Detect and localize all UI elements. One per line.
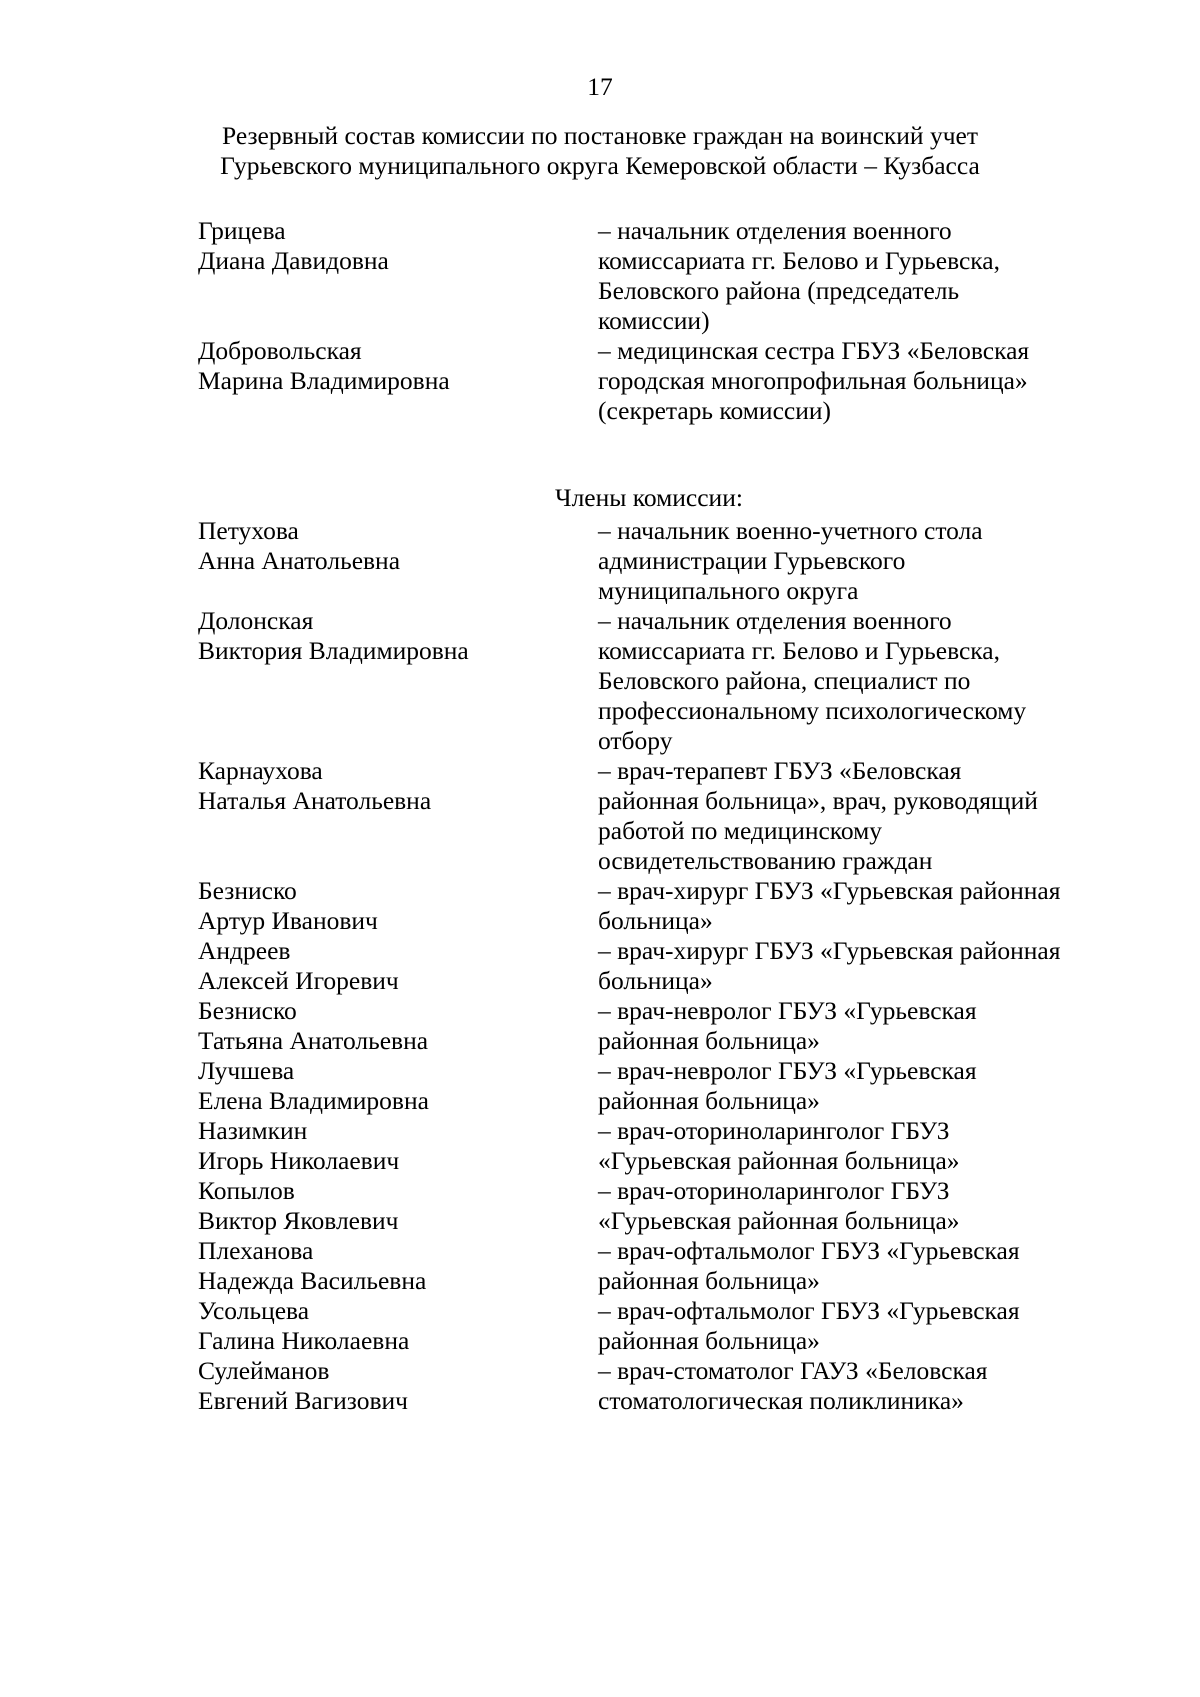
person-name (198, 876, 598, 936)
person-name (198, 1296, 598, 1356)
role-line: – врач-хирург ГБУЗ «Гурьевская районная (598, 936, 1061, 965)
role-line: районная больница» (598, 1026, 820, 1055)
role-line: районная больница» (598, 1326, 820, 1355)
role-line: – врач-невролог ГБУЗ «Гурьевская (598, 996, 977, 1025)
person-surname: Усольцева (198, 1296, 310, 1325)
commission-entry (198, 516, 1128, 606)
role-line: – врач-оториноларинголог ГБУЗ (598, 1116, 950, 1145)
commission-entry (198, 1356, 1128, 1416)
person-role (598, 1176, 1128, 1236)
role-line: – врач-офтальмолог ГБУЗ «Гурьевская (598, 1296, 1020, 1325)
person-name (198, 1236, 598, 1296)
role-line: больница» (598, 906, 713, 935)
person-surname: Плеханова (198, 1236, 314, 1265)
commission-entry (198, 876, 1128, 936)
title-line-2: Гурьевского муниципального округа Кемеровской области – Кузбасса (220, 151, 980, 180)
person-given-name: Виктор Яковлевич (198, 1206, 399, 1235)
person-surname: Лучшева (198, 1056, 295, 1085)
person-given-name: Наталья Анатольевна (198, 786, 432, 815)
person-name (198, 1056, 598, 1116)
person-surname: Безниско (198, 996, 297, 1025)
commission-entry (198, 216, 1128, 336)
person-surname: Грицева (198, 216, 286, 245)
person-given-name: Марина Владимировна (198, 366, 450, 395)
role-line: стоматологическая поликлиника» (598, 1386, 964, 1415)
person-role (598, 1056, 1128, 1116)
person-surname: Карнаухова (198, 756, 323, 785)
person-name (198, 606, 598, 756)
person-name (198, 516, 598, 606)
role-line: – начальник военно-учетного стола (598, 516, 983, 545)
person-given-name: Виктория Владимировна (198, 636, 469, 665)
person-surname: Сулейманов (198, 1356, 330, 1385)
person-given-name: Алексей Игоревич (198, 966, 399, 995)
person-given-name: Татьяна Анатольевна (198, 1026, 429, 1055)
person-given-name: Евгений Вагизович (198, 1386, 408, 1415)
role-line: – медицинская сестра ГБУЗ «Беловская (598, 336, 1030, 365)
commission-entry (198, 606, 1128, 756)
person-role (598, 1356, 1128, 1416)
commission-entry (198, 1236, 1128, 1296)
commission-entry (198, 996, 1128, 1056)
person-given-name: Елена Владимировна (198, 1086, 429, 1115)
commission-entry (198, 1056, 1128, 1116)
person-role (598, 756, 1128, 876)
role-line: – врач-невролог ГБУЗ «Гурьевская (598, 1056, 977, 1085)
person-role (598, 1236, 1128, 1296)
person-surname: Петухова (198, 516, 299, 545)
person-given-name: Галина Николаевна (198, 1326, 410, 1355)
person-name (198, 216, 598, 336)
role-line: – начальник отделения военного (598, 216, 952, 245)
commission-entry (198, 756, 1128, 876)
person-surname: Назимкин (198, 1116, 308, 1145)
person-role (598, 516, 1128, 606)
person-given-name: Игорь Николаевич (198, 1146, 400, 1175)
role-line: – врач-стоматолог ГАУЗ «Беловская (598, 1356, 988, 1385)
role-line: муниципального округа (598, 576, 859, 605)
members-heading: Члены комиссии: (555, 483, 743, 512)
commission-entry (198, 1176, 1128, 1236)
role-line: освидетельствованию граждан (598, 846, 933, 875)
person-name (198, 1116, 598, 1176)
role-line: – врач-оториноларинголог ГБУЗ (598, 1176, 950, 1205)
role-line: отбору (598, 726, 673, 755)
role-line: – врач-офтальмолог ГБУЗ «Гурьевская (598, 1236, 1020, 1265)
role-line: Беловского района, специалист по (598, 666, 971, 695)
person-name (198, 936, 598, 996)
person-role (598, 216, 1128, 336)
person-role (598, 996, 1128, 1056)
person-surname: Безниско (198, 876, 297, 905)
person-role (598, 606, 1128, 756)
role-line: районная больница», врач, руководящий (598, 786, 1038, 815)
leadership-list (198, 216, 1128, 426)
person-role (598, 936, 1128, 996)
page-number: 17 (587, 72, 613, 101)
role-line: Беловского района (председатель (598, 276, 960, 305)
person-name (198, 1356, 598, 1416)
document-title (0, 121, 1200, 181)
commission-entry (198, 1296, 1128, 1356)
role-line: комиссариата гг. Белово и Гурьевска, (598, 246, 1000, 275)
person-given-name: Анна Анатольевна (198, 546, 401, 575)
commission-entry (198, 336, 1128, 426)
person-role (598, 1116, 1128, 1176)
role-line: работой по медицинскому (598, 816, 883, 845)
role-line: администрации Гурьевского (598, 546, 906, 575)
person-name (198, 336, 598, 426)
person-given-name: Артур Иванович (198, 906, 378, 935)
role-line: больница» (598, 966, 713, 995)
person-role (598, 1296, 1128, 1356)
role-line: «Гурьевская районная больница» (598, 1206, 960, 1235)
role-line: комиссариата гг. Белово и Гурьевска, (598, 636, 1000, 665)
role-line: городская многопрофильная больница» (598, 366, 1028, 395)
role-line: «Гурьевская районная больница» (598, 1146, 960, 1175)
person-name (198, 996, 598, 1056)
members-list (198, 516, 1128, 1416)
person-role (598, 336, 1128, 426)
title-line-1: Резервный состав комиссии по постановке граждан на воинский учет (221, 121, 978, 150)
person-name (198, 756, 598, 876)
person-role (598, 876, 1128, 936)
role-line: районная больница» (598, 1266, 820, 1295)
person-name (198, 1176, 598, 1236)
person-given-name: Диана Давидовна (198, 246, 389, 275)
role-line: профессиональному психологическому (598, 696, 1027, 725)
role-line: районная больница» (598, 1086, 820, 1115)
role-line: комиссии) (598, 306, 710, 335)
commission-entry (198, 1116, 1128, 1176)
person-surname: Андреев (198, 936, 291, 965)
role-line: – врач-хирург ГБУЗ «Гурьевская районная (598, 876, 1061, 905)
person-surname: Копылов (198, 1176, 295, 1205)
person-surname: Долонская (198, 606, 314, 635)
person-given-name: Надежда Васильевна (198, 1266, 427, 1295)
commission-entry (198, 936, 1128, 996)
role-line: – врач-терапевт ГБУЗ «Беловская (598, 756, 962, 785)
person-surname: Добровольская (198, 336, 362, 365)
role-line: – начальник отделения военного (598, 606, 952, 635)
role-line: (секретарь комиссии) (598, 396, 831, 425)
